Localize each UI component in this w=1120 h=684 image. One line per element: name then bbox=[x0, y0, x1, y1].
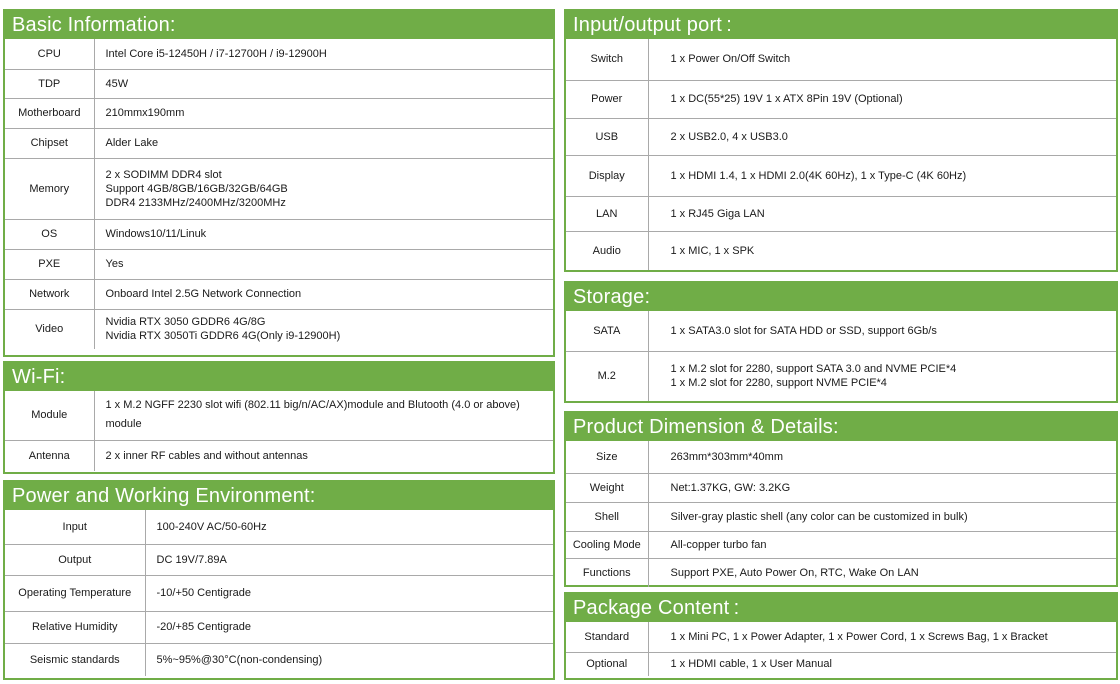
spec-label: Input bbox=[5, 510, 145, 544]
spec-label: Memory bbox=[5, 158, 94, 219]
spec-row-tdp bbox=[5, 69, 553, 98]
spec-label: SATA bbox=[566, 311, 648, 351]
spec-label: CPU bbox=[5, 39, 94, 69]
spec-value: 1 x MIC, 1 x SPK bbox=[648, 231, 1116, 270]
spec-value: Support PXE, Auto Power On, RTC, Wake On LAN bbox=[648, 558, 1116, 587]
spec-table bbox=[566, 39, 1116, 270]
spec-label: Output bbox=[5, 544, 145, 575]
spec-value: Yes bbox=[94, 249, 553, 279]
spec-value: 100-240V AC/50-60Hz bbox=[156, 520, 267, 533]
spec-label: OS bbox=[5, 219, 94, 249]
spec-label: LAN bbox=[566, 196, 648, 231]
spec-row-os bbox=[5, 219, 553, 249]
spec-label: Module bbox=[5, 391, 94, 440]
section-title: Input/output port : bbox=[566, 11, 1116, 39]
spec-row-motherboard bbox=[5, 98, 553, 128]
spec-row-seismic-standards bbox=[5, 643, 553, 676]
spec-row-lan bbox=[566, 196, 1116, 231]
spec-row-module bbox=[5, 391, 553, 440]
spec-label: Network bbox=[5, 279, 94, 309]
spec-value: All-copper turbo fan bbox=[648, 531, 1116, 558]
spec-label: Antenna bbox=[5, 440, 94, 471]
spec-label: Standard bbox=[566, 622, 648, 652]
spec-value-line: module bbox=[105, 418, 142, 431]
section-io-ports bbox=[564, 9, 1118, 272]
spec-label: Power bbox=[566, 80, 648, 118]
spec-value: 2 x inner RF cables and without antennas bbox=[94, 440, 553, 471]
spec-value: 1 x Mini PC, 1 x Power Adapter, 1 x Power Cord, 1 x Screws Bag, 1 x Bracket bbox=[670, 630, 1048, 643]
spec-label: Seismic standards bbox=[5, 643, 145, 676]
spec-row-m2 bbox=[566, 351, 1116, 401]
spec-row-memory bbox=[5, 158, 553, 219]
spec-value: 263mm*303mm*40mm bbox=[670, 450, 783, 463]
spec-label: Display bbox=[566, 155, 648, 196]
section-product-dimension bbox=[564, 411, 1118, 587]
spec-value: DC 19V/7.89A bbox=[145, 544, 553, 575]
spec-label: USB bbox=[566, 118, 648, 155]
spec-row-size bbox=[566, 441, 1116, 473]
spec-value-line: 2 x SODIMM DDR4 slot bbox=[105, 168, 222, 181]
spec-label: Optional bbox=[566, 652, 648, 676]
spec-row-network bbox=[5, 279, 553, 309]
spec-label: PXE bbox=[5, 249, 94, 279]
spec-row-video bbox=[5, 309, 553, 349]
spec-value: 5%~95%@30°C(non-condensing) bbox=[145, 643, 553, 676]
spec-row-switch bbox=[566, 39, 1116, 80]
spec-value: -20/+85 Centigrade bbox=[145, 611, 553, 643]
spec-table bbox=[566, 622, 1116, 676]
spec-label: Weight bbox=[566, 473, 648, 502]
spec-row-functions bbox=[566, 558, 1116, 587]
spec-label: Cooling Mode bbox=[566, 531, 648, 558]
spec-value: 1 x DC(55*25) 19V 1 x ATX 8Pin 19V (Optional) bbox=[648, 80, 1116, 118]
spec-value: Alder Lake bbox=[94, 128, 553, 158]
spec-value-line: 1 x M.2 slot for 2280, support SATA 3.0 and NVME PCIE*4 bbox=[670, 363, 957, 376]
spec-label: Relative Humidity bbox=[5, 611, 145, 643]
spec-value: Intel Core i5-12450H / i7-12700H / i9-12900H bbox=[105, 47, 327, 60]
spec-table bbox=[5, 39, 553, 349]
spec-label: Chipset bbox=[5, 128, 94, 158]
section-storage bbox=[564, 281, 1118, 403]
spec-row-pxe bbox=[5, 249, 553, 279]
spec-value: 1 x SATA3.0 slot for SATA HDD or SSD, support 6Gb/s bbox=[670, 324, 937, 337]
spec-value: 45W bbox=[94, 69, 553, 98]
spec-row-relative-humidity bbox=[5, 611, 553, 643]
section-wifi bbox=[3, 361, 555, 474]
spec-label: Functions bbox=[566, 558, 648, 587]
spec-value: 2 x USB2.0, 4 x USB3.0 bbox=[648, 118, 1116, 155]
section-title: Power and Working Environment: bbox=[5, 482, 553, 510]
spec-value: Net:1.37KG, GW: 3.2KG bbox=[648, 473, 1116, 502]
spec-value: 1 x Power On/Off Switch bbox=[670, 53, 791, 66]
spec-value: 1 x RJ45 Giga LAN bbox=[648, 196, 1116, 231]
section-basic-information bbox=[3, 9, 555, 357]
section-power-environment bbox=[3, 480, 555, 680]
spec-value: -10/+50 Centigrade bbox=[145, 575, 553, 611]
spec-row-sata bbox=[566, 311, 1116, 351]
spec-row-power bbox=[566, 80, 1116, 118]
spec-row-shell bbox=[566, 502, 1116, 531]
spec-value-line: Support 4GB/8GB/16GB/32GB/64GB bbox=[105, 182, 288, 195]
spec-value bbox=[94, 309, 553, 349]
spec-label: Video bbox=[5, 309, 94, 349]
spec-row-chipset bbox=[5, 128, 553, 158]
spec-table bbox=[566, 441, 1116, 587]
spec-label: Shell bbox=[566, 502, 648, 531]
spec-value bbox=[94, 158, 553, 219]
spec-row-operating-temperature bbox=[5, 575, 553, 611]
spec-row-antenna bbox=[5, 440, 553, 471]
spec-row-usb bbox=[566, 118, 1116, 155]
spec-value: 210mmx190mm bbox=[94, 98, 553, 128]
spec-value-line: Nvidia RTX 3050 GDDR6 4G/8G bbox=[105, 316, 266, 329]
section-title: Basic Information: bbox=[5, 11, 553, 39]
spec-value bbox=[94, 391, 553, 440]
spec-value: 1 x HDMI cable, 1 x User Manual bbox=[648, 652, 1116, 676]
spec-value: Windows10/11/Linuk bbox=[94, 219, 553, 249]
spec-label: Switch bbox=[566, 39, 648, 80]
spec-table bbox=[566, 311, 1116, 401]
spec-label: TDP bbox=[5, 69, 94, 98]
section-title: Wi-Fi: bbox=[5, 363, 553, 391]
spec-table bbox=[5, 510, 553, 676]
spec-value-line: DDR4 2133MHz/2400MHz/3200MHz bbox=[105, 196, 286, 209]
spec-value: Onboard Intel 2.5G Network Connection bbox=[94, 279, 553, 309]
spec-label: Motherboard bbox=[5, 98, 94, 128]
section-package-content bbox=[564, 592, 1118, 680]
spec-label: Audio bbox=[566, 231, 648, 270]
spec-label: Size bbox=[566, 441, 648, 473]
section-title: Package Content : bbox=[566, 594, 1116, 622]
spec-row-optional bbox=[566, 652, 1116, 676]
spec-value bbox=[648, 351, 1116, 401]
spec-value: 1 x HDMI 1.4, 1 x HDMI 2.0(4K 60Hz), 1 x Type-C (4K 60Hz) bbox=[648, 155, 1116, 196]
spec-label: Operating Temperature bbox=[5, 575, 145, 611]
spec-row-cooling-mode bbox=[566, 531, 1116, 558]
spec-label: M.2 bbox=[566, 351, 648, 401]
section-title: Storage: bbox=[566, 283, 1116, 311]
spec-value: Silver-gray plastic shell (any color can be customized in bulk) bbox=[648, 502, 1116, 531]
spec-table bbox=[5, 391, 553, 471]
spec-row-cpu bbox=[5, 39, 553, 69]
spec-row-input bbox=[5, 510, 553, 544]
spec-row-display bbox=[566, 155, 1116, 196]
spec-value-line: 1 x M.2 slot for 2280, support NVME PCIE*4 bbox=[670, 377, 887, 390]
spec-value-line: 1 x M.2 NGFF 2230 slot wifi (802.11 big/n/AC/AX)module and Blutooth (4.0 or above) bbox=[105, 399, 520, 412]
spec-row-audio bbox=[566, 231, 1116, 270]
section-title: Product Dimension & Details: bbox=[566, 413, 1116, 441]
spec-value-line: Nvidia RTX 3050Ti GDDR6 4G(Only i9-12900H) bbox=[105, 330, 341, 343]
spec-row-standard bbox=[566, 622, 1116, 652]
spec-row-weight bbox=[566, 473, 1116, 502]
spec-row-output bbox=[5, 544, 553, 575]
